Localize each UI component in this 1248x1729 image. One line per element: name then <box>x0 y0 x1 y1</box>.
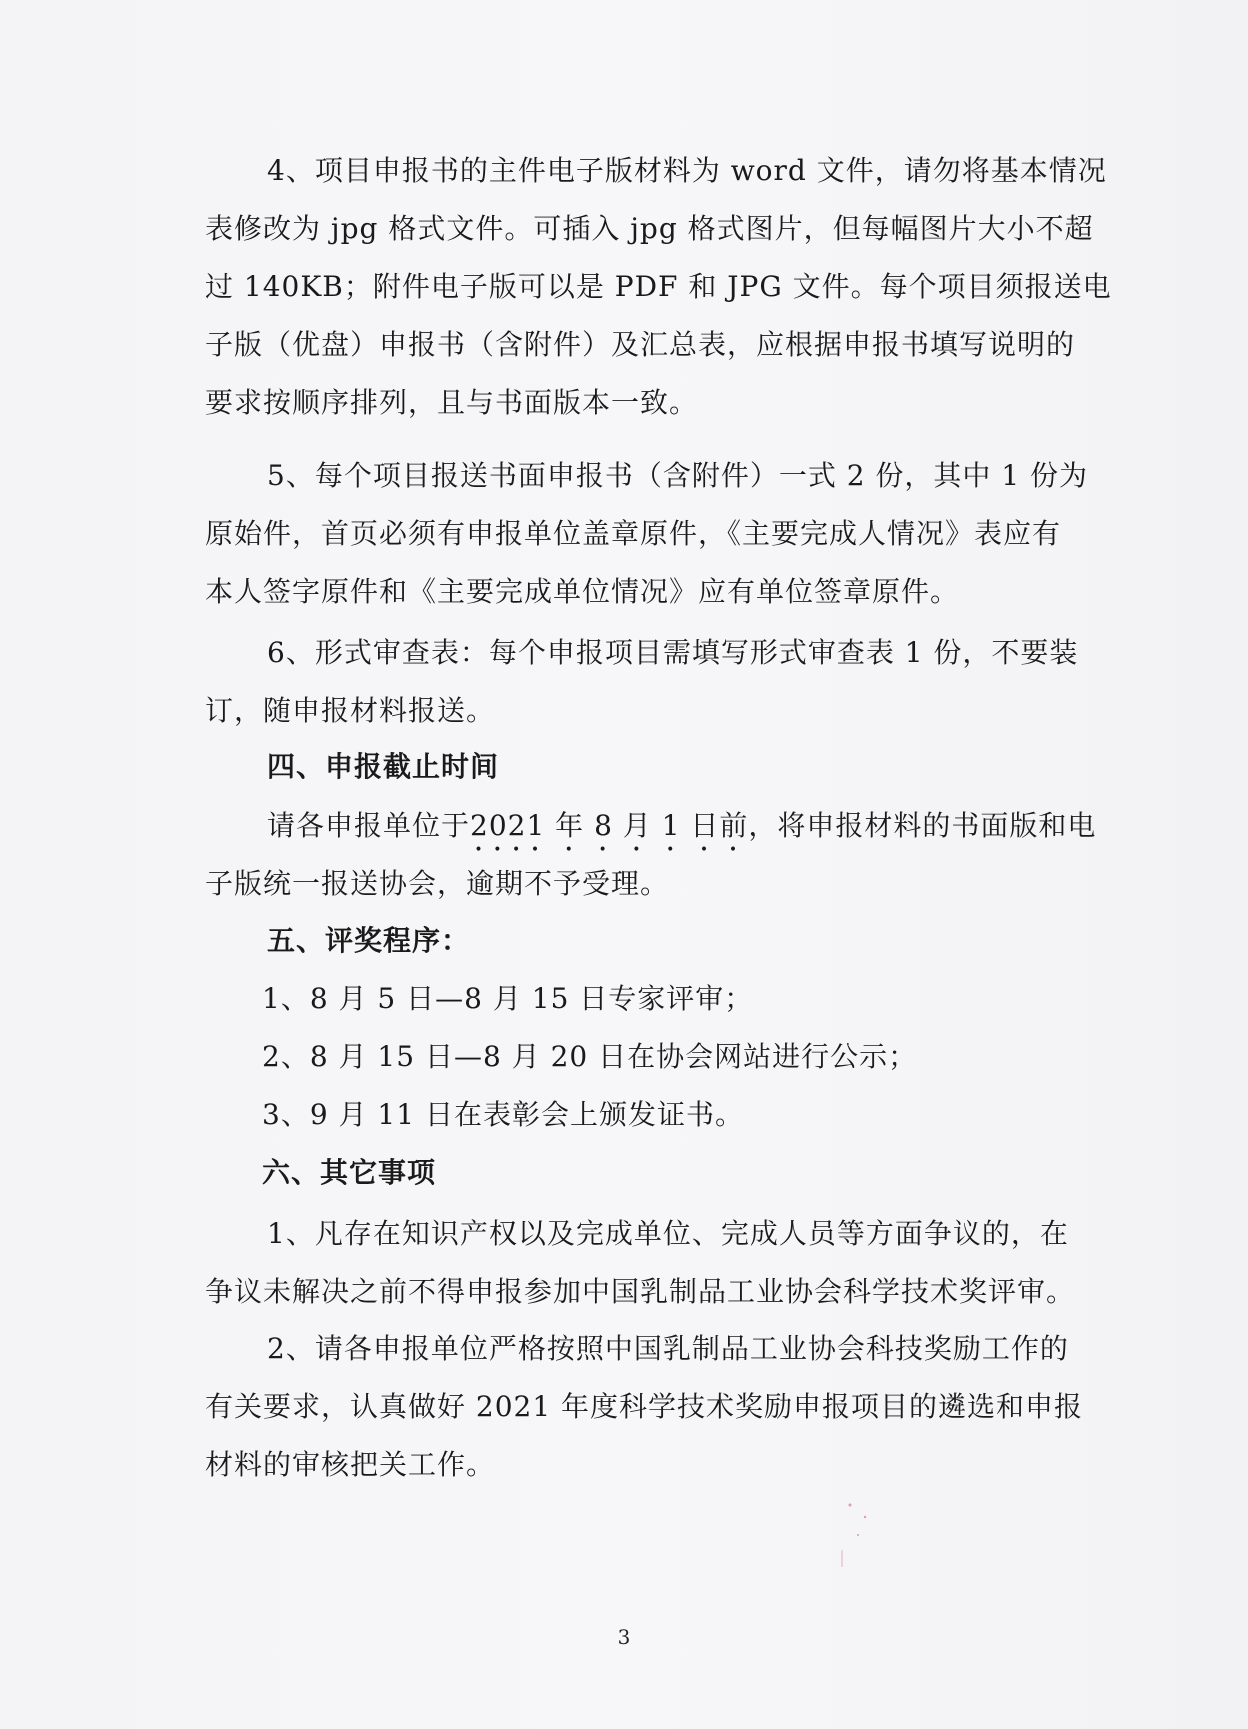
text-line: 子版（优盘）申报书（含附件）及汇总表，应根据申报书填写说明的 <box>205 328 1076 361</box>
paragraph-deadline <box>205 797 1097 913</box>
procedure-item: 3、9 月 11 日在表彰会上颁发证书。 <box>262 1098 744 1131</box>
procedure-item: 1、8 月 5 日—8 月 15 日专家评审； <box>262 982 754 1015</box>
text-line: 过 140KB；附件电子版可以是 PDF 和 JPG 文件。每个项目须报送电 <box>205 270 1112 303</box>
procedure-item: 2、8 月 15 日—8 月 20 日在协会网站进行公示； <box>262 1040 918 1073</box>
page-number: 3 <box>617 1625 631 1649</box>
paragraph-other-1 <box>205 1205 1075 1321</box>
paragraph-item-4 <box>205 142 1112 432</box>
deadline-date: 2021 年 8 月 1 日前 <box>470 809 749 842</box>
section-heading-procedure: 五、评奖程序： <box>267 924 471 957</box>
text-line: 要求按顺序排列，且与书面版本一致。 <box>205 386 699 419</box>
text-line <box>205 797 1097 855</box>
paragraph-item-5 <box>205 447 1089 621</box>
text-line: 2、请各申报单位严格按照中国乳制品工业协会科技奖励工作的 <box>267 1332 1069 1365</box>
text-line: 子版统一报送协会，逾期不予受理。 <box>205 867 670 900</box>
deadline-prefix: 请各申报单位于 <box>267 809 471 842</box>
text-line: 有关要求，认真做好 2021 年度科学技术奖励申报项目的遴选和申报 <box>205 1390 1084 1423</box>
text-line: 争议未解决之前不得申报参加中国乳制品工业协会科学技术奖评审。 <box>205 1275 1076 1308</box>
section-heading-deadline: 四、申报截止时间 <box>267 750 500 783</box>
text-line: 订，随申报材料报送。 <box>205 694 496 727</box>
text-line: 表修改为 jpg 格式文件。可插入 jpg 格式图片，但每幅图片大小不超 <box>205 212 1094 245</box>
text-line: 6、形式审查表：每个申报项目需填写形式审查表 1 份，不要装 <box>267 636 1079 669</box>
deadline-suffix: ，将申报材料的书面版和电 <box>748 809 1097 842</box>
paragraph-other-2 <box>205 1320 1084 1494</box>
text-line: 原始件，首页必须有申报单位盖章原件，《主要完成人情况》表应有 <box>205 517 1062 550</box>
text-line: 材料的审核把关工作。 <box>205 1448 496 1481</box>
section-heading-other: 六、其它事项 <box>262 1156 437 1189</box>
text-line: 5、每个项目报送书面申报书（含附件）一式 2 份，其中 1 份为 <box>267 459 1089 492</box>
text-line: 本人签字原件和《主要完成单位情况》应有单位签章原件。 <box>205 575 960 608</box>
scan-artifact <box>830 1495 890 1575</box>
paragraph-item-6 <box>205 624 1079 740</box>
text-line: 4、项目申报书的主件电子版材料为 word 文件，请勿将基本情况 <box>267 154 1107 187</box>
text-line: 1、凡存在知识产权以及完成单位、完成人员等方面争议的，在 <box>267 1217 1069 1250</box>
